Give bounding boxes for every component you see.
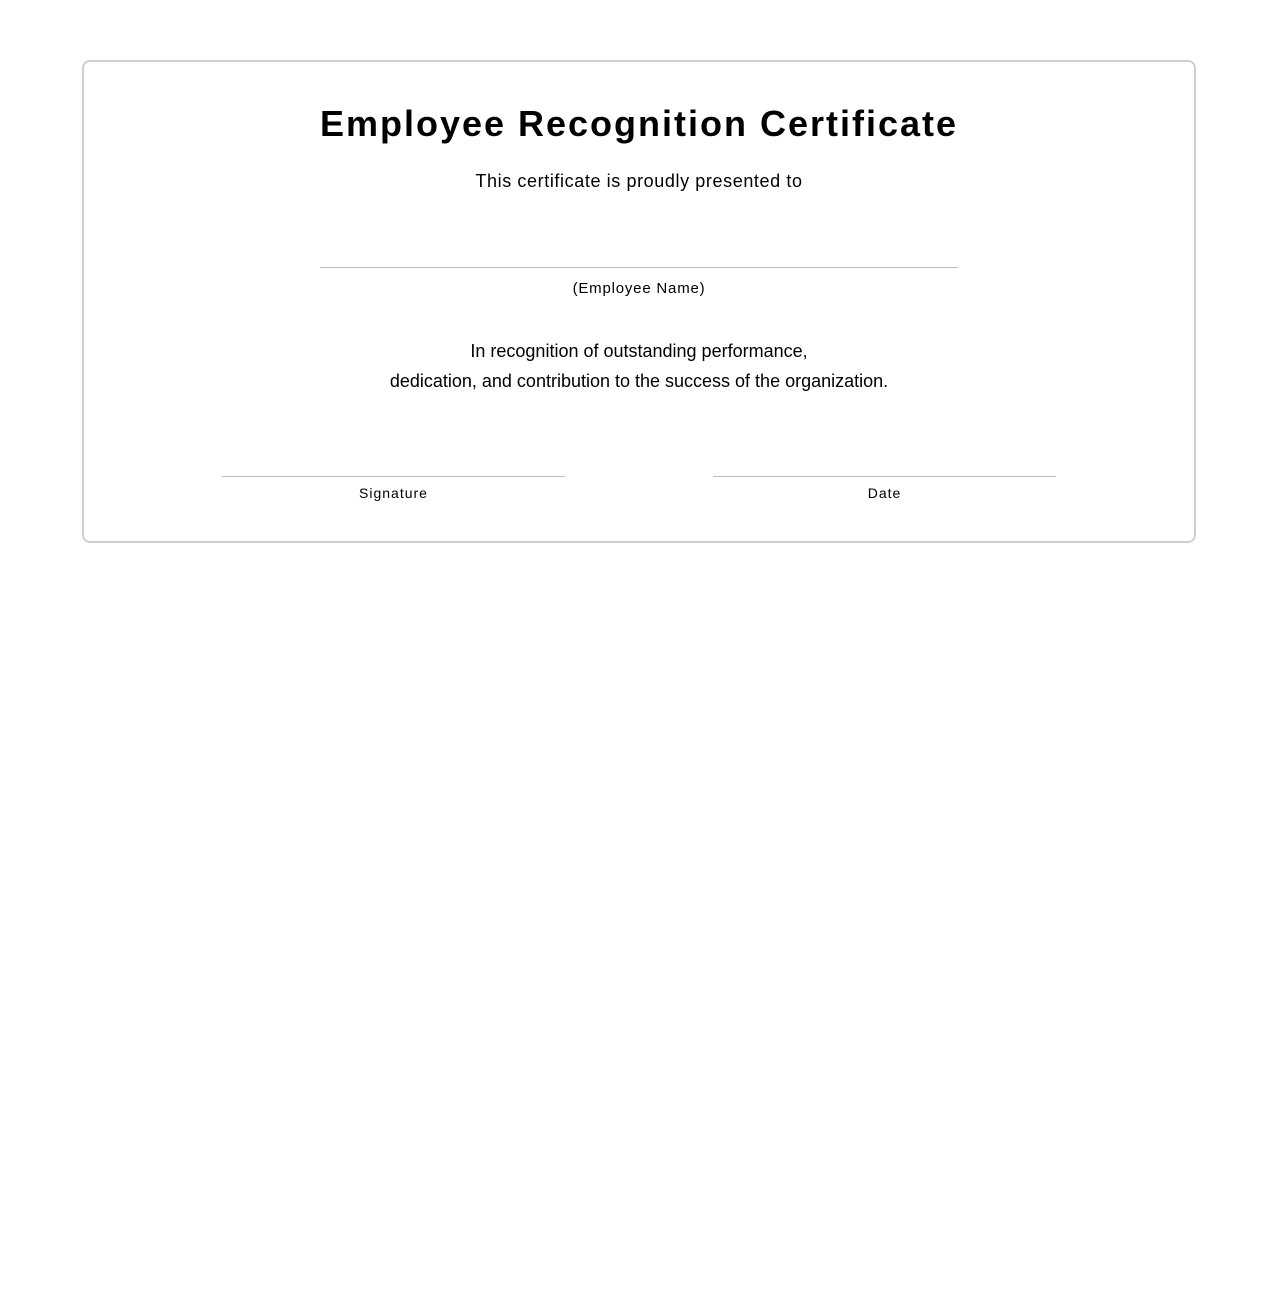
date-line [713,476,1056,477]
employee-name-caption: (Employee Name) [572,280,706,297]
employee-name-line [320,267,958,268]
recognition-line-1: In recognition of outstanding performance, [470,341,808,361]
date-block [713,476,1056,501]
certificate-title: Employee Recognition Certificate [319,103,959,144]
recognition-line-2: dedication, and contribution to the success of the organization. [389,371,889,391]
signature-line [222,476,565,477]
signature-label: Signature [359,485,428,501]
recognition-text [84,336,1194,396]
certificate-subtitle: This certificate is proudly presented to [475,171,803,191]
certificate-card [82,60,1196,543]
date-label: Date [867,485,902,501]
signature-block [222,476,565,501]
